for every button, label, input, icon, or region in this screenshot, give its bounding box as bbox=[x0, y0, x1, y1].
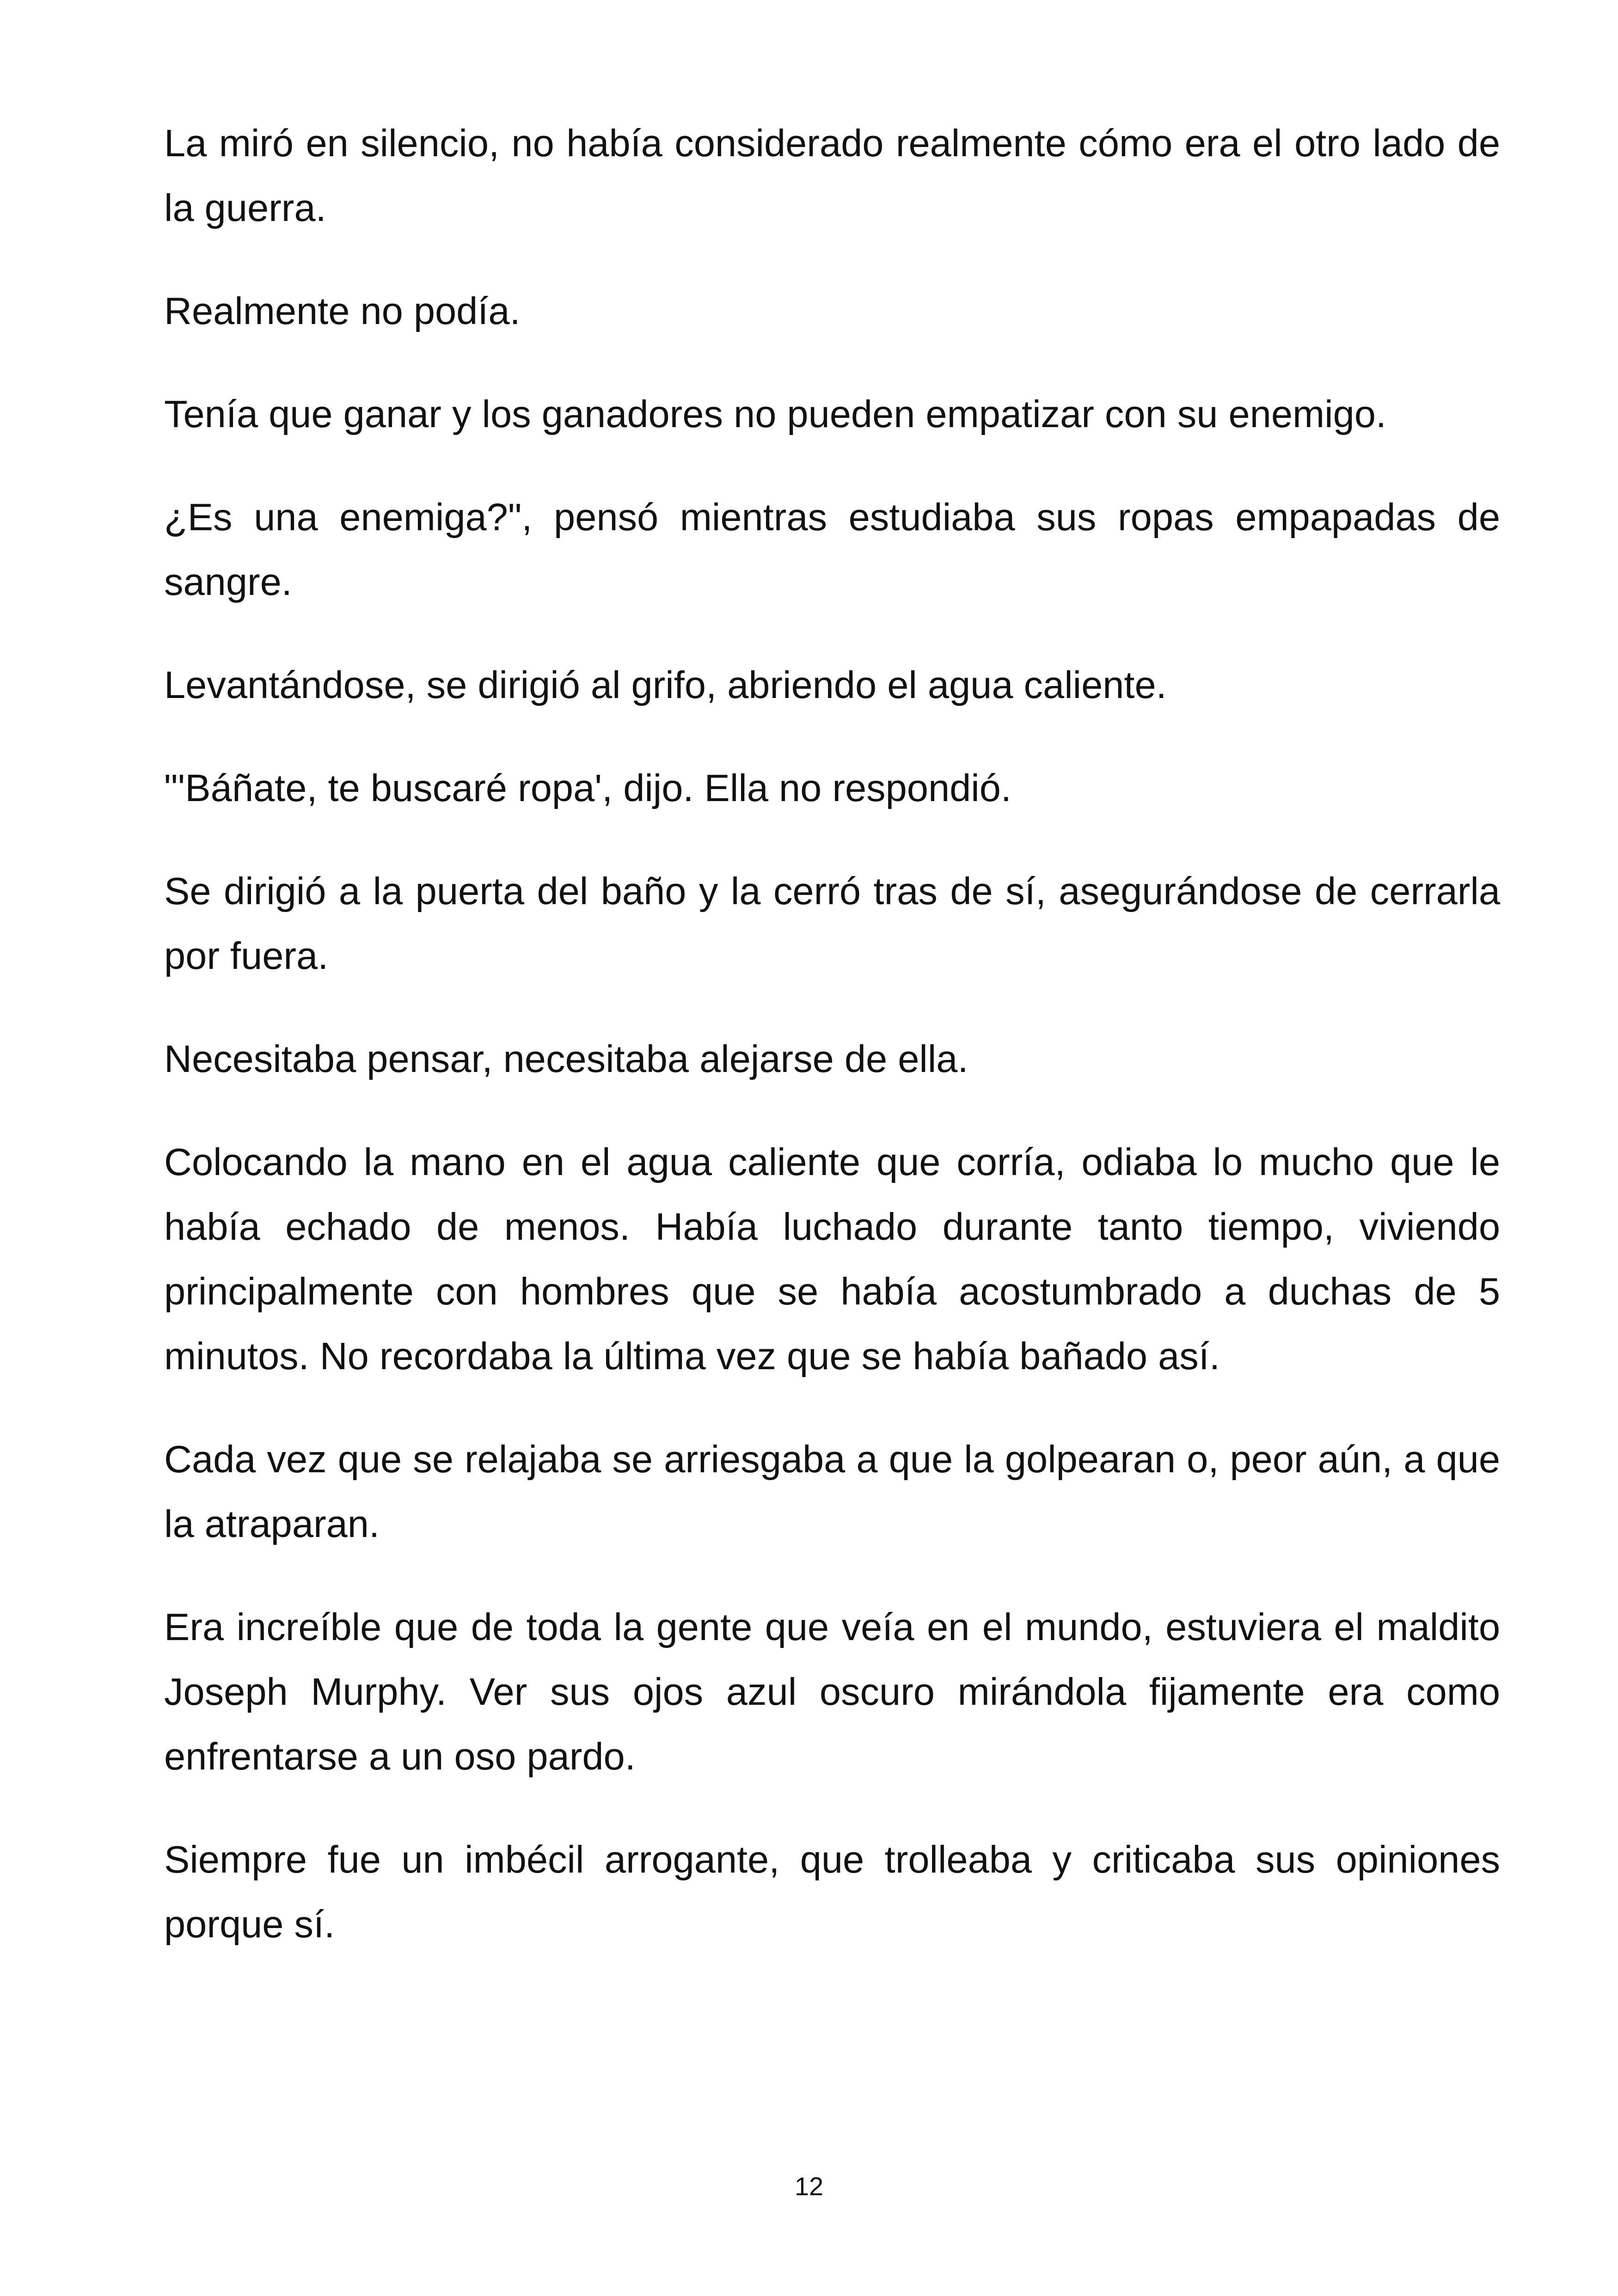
paragraph: La miró en silencio, no había considerado realmente cómo era el otro lado de la guerra. bbox=[164, 122, 1500, 229]
page-number: 12 bbox=[794, 2172, 824, 2201]
paragraph: Se dirigió a la puerta del baño y la cerró tras de sí, asegurándose de cerrarla por fuera. bbox=[164, 869, 1500, 977]
paragraph: Tenía que ganar y los ganadores no pueden empatizar con su enemigo. bbox=[164, 392, 1386, 435]
paragraph: ¿Es una enemiga?", pensó mientras estudiaba sus ropas empapadas de sangre. bbox=[164, 496, 1500, 603]
paragraph: Realmente no podía. bbox=[164, 289, 521, 332]
body-text bbox=[164, 111, 1500, 1995]
paragraph: Necesitaba pensar, necesitaba alejarse de ella. bbox=[164, 1037, 968, 1080]
paragraph: Era increíble que de toda la gente que veía en el mundo, estuviera el maldito Joseph Murphy. Ver sus ojos azul oscuro mirándola fijamente era como enfrentarse a un oso pardo. bbox=[164, 1605, 1500, 1778]
paragraph: "'Báñate, te buscaré ropa', dijo. Ella no respondió. bbox=[164, 766, 1011, 809]
paragraph: Cada vez que se relajaba se arriesgaba a que la golpearan o, peor aún, a que la atraparan. bbox=[164, 1438, 1500, 1545]
paragraph: Colocando la mano en el agua caliente que corría, odiaba lo mucho que le había echado de menos. Había luchado durante tanto tiempo, viviendo principalmente con hombres que se había acostumbrado a duchas de 5 minutos. No recordaba la última vez que se había bañado así. bbox=[164, 1140, 1500, 1378]
paragraph: Levantándose, se dirigió al grifo, abriendo el agua caliente. bbox=[164, 663, 1167, 706]
paragraph: Siempre fue un imbécil arrogante, que trolleaba y criticaba sus opiniones porque sí. bbox=[164, 1838, 1500, 1946]
